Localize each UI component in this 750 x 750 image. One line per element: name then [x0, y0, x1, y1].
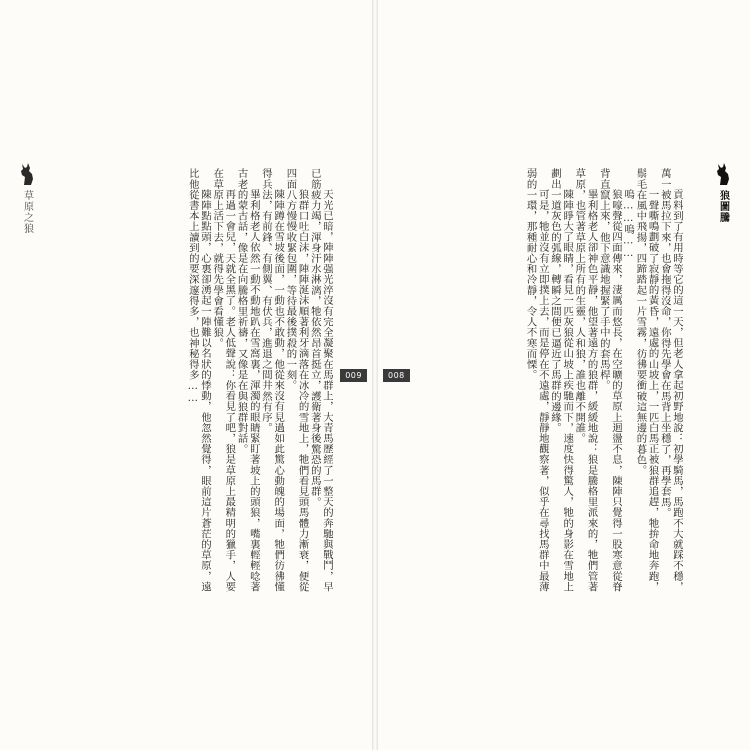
paragraph: 畢利格老人依然一動不動地趴在雪窩裏，渾濁的眼睛緊盯著坡上的頭狼，嘴裏輕輕唸著古老的蒙古話，像是在向騰格里祈禱，又像是在與狼群對話。 — [235, 168, 260, 592]
left-running-header — [16, 162, 38, 234]
left-page-body — [60, 168, 333, 600]
right-page — [375, 0, 750, 750]
paragraph: 可是，牠並沒有立即撲上去，而是停在不遠處，靜靜地觀察著，似乎在尋找馬群中最薄弱的一環，那種耐心和冷靜，令人不寒而慄。 — [524, 168, 549, 592]
howling-wolf-icon — [712, 162, 734, 186]
right-page-number: 008 — [383, 369, 410, 382]
right-running-header — [712, 162, 734, 223]
paragraph: 一聲嘶鳴劃破了寂靜的黃昏，遠處的山坡上，一匹白馬正被狼群追趕，牠拚命地奔跑，鬃毛在風中飛揚，四蹄踏起一片雪霧，彷彿要衝破這無邊的暮色。 — [634, 168, 659, 592]
left-header-title: 草原之狼 — [21, 190, 33, 234]
left-page-number: 009 — [340, 369, 367, 382]
paragraph: 畢利格老人卻神色平靜，他望著遠方的狼群，緩緩地說：狼是騰格里派來的，牠們管著草原，也管著草原上所有的生靈，人和狼，誰也離不開誰。 — [573, 168, 598, 592]
howling-wolf-icon — [16, 162, 38, 186]
paragraph: 陳陣蹲在雪坡後面，一動也不敢動，他從來沒有見過如此驚心動魄的場面，牠們彷彿懂得兵法，有前鋒、有側翼、有伏兵，進退之間井然有序。 — [259, 168, 285, 592]
paragraph: 嗚……嗚…… — [622, 188, 635, 259]
paragraph: 狼群口吐白沫，陣陣涎沫順著利牙滴落在冰冷的雪地上，牠們看見頭馬體力漸衰，便從四面八方慢慢收緊包圍，等待最後撲殺的一刻。 — [284, 168, 309, 592]
right-header-title: 狼圖騰 — [717, 190, 729, 223]
paragraph: 貢料到了有用時等它的這一天，但老人拿起初野地說：初學騎馬，馬跑不大就踩不穩，萬一被馬拉下來，也會拖得沒命，你得先學會在馬背上坐穩了，再學套馬。 — [658, 168, 683, 592]
paragraph: 陳陣睜大了眼睛，看見一匹灰狼從山坡上疾馳而下，速度快得驚人，牠的身影在雪地上劃出一道灰色的弧線，轉瞬之間便已逼近了馬群的邊緣。 — [548, 168, 574, 592]
right-page-body — [415, 168, 683, 600]
paragraph: 陳陣點點頭，心裏卻湧起一陣難以名狀的悸動，他忽然覺得，眼前這片蒼茫的草原，遠比他從書本上讀到的要深邃得多，也神秘得多…… — [186, 168, 211, 592]
paragraph: 天光已暗，陣陣强光淬沒有完全凝聚在馬群上，大青馬歷經了一整天的奔馳與戰鬥，早已筋疲力竭，渾身汗水淋漓，牠依然昂首挺立，護衛著身後驚恐的馬群。 — [308, 168, 333, 592]
paragraph: 狼嚎聲從四面傳來，淒厲而悠長，在空曠的草原上迴盪不息，陳陣只覺得一股寒意從脊背直竄上來，他下意識地握緊了手中的套馬桿。 — [597, 168, 622, 592]
paragraph: 再過一會兒，天就全黑了。老人低聲說：你看見了吧，狼是草原上最精明的獵手，人要在草原上活下去，就得先學會看懂狼。 — [211, 168, 236, 592]
book-gutter — [372, 0, 378, 750]
